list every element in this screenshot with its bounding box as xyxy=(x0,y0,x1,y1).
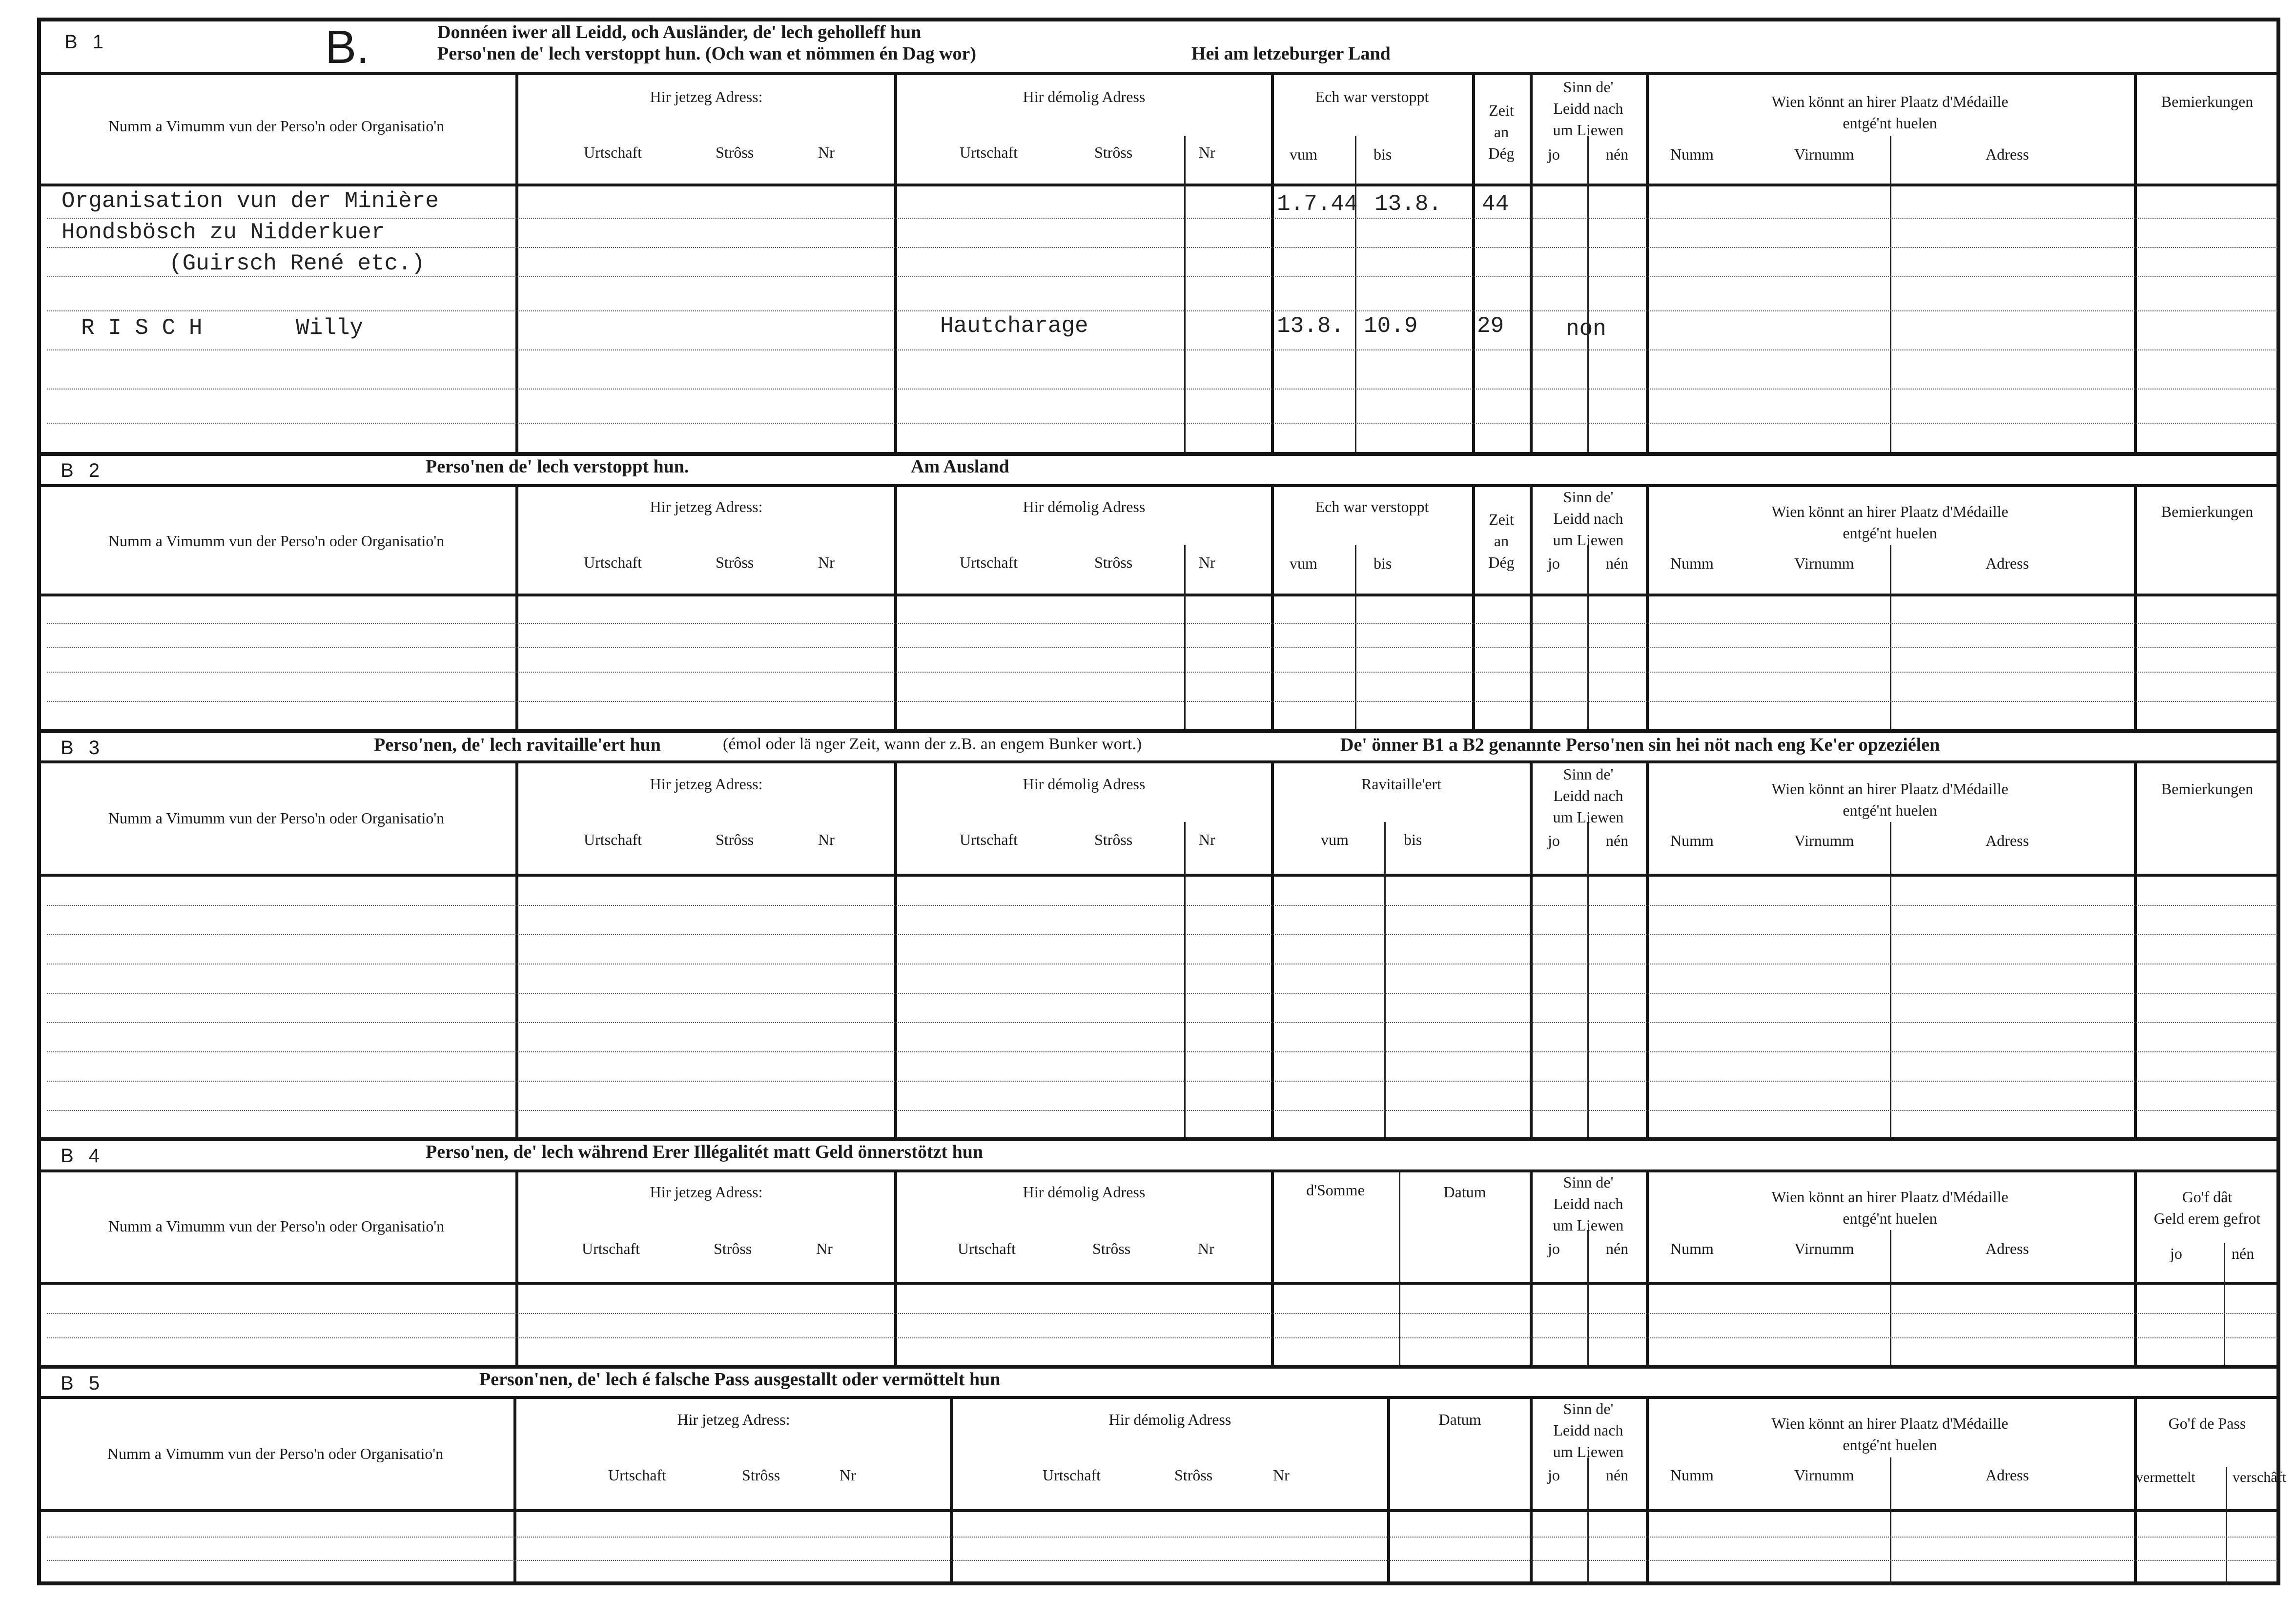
section-title: Perso'nen, de' lech ravitaille'ert hun xyxy=(374,735,661,755)
subheader: Virnumm xyxy=(1794,554,1854,572)
column-header-days: Zeit xyxy=(1489,511,1514,528)
column-header-medal: Wien könnt an hirer Plaatz d'Médaille xyxy=(1771,503,2009,520)
column-header-name: Numm a Vimumm vun der Perso'n oder Organisatio'n xyxy=(108,532,445,550)
column-header-hidden: Ech war verstoppt xyxy=(1315,498,1429,515)
subheader: Numm xyxy=(1670,1466,1714,1484)
subheader: Nr xyxy=(1273,1466,1290,1484)
column-header-days: an xyxy=(1494,123,1509,141)
column-header-medal: entgé'nt huelen xyxy=(1843,114,1937,132)
column-header-remarks: Bemierkungen xyxy=(2161,93,2254,110)
column-header-survived: Sinn de' xyxy=(1563,78,1614,96)
column-header-former-address: Hir démolig Adress xyxy=(1023,1183,1146,1201)
form-letter: B. xyxy=(325,21,369,73)
subheader: Nr xyxy=(816,1240,833,1257)
column-header-current-address: Hir jetzeg Adress: xyxy=(650,498,763,515)
column-header-date: Datum xyxy=(1438,1411,1481,1428)
column-header-survived: Sinn de' xyxy=(1563,1173,1614,1191)
column-header-survived: um Liewen xyxy=(1553,1216,1624,1234)
entry-from: 13.8. xyxy=(1277,313,1345,339)
column-header-former-address: Hir démolig Adress xyxy=(1023,775,1146,793)
column-header-survived: um Liewen xyxy=(1553,1443,1624,1460)
entry-name: (Guirsch René etc.) xyxy=(169,251,425,276)
subheader: vum xyxy=(1321,831,1349,848)
subheader: jo xyxy=(1548,554,1560,572)
column-header-pass: Go'f de Pass xyxy=(2168,1415,2246,1432)
entry-firstname: Willy xyxy=(296,315,364,341)
subheader: Nr xyxy=(1198,1240,1214,1257)
subheader: Strôss xyxy=(742,1466,780,1484)
section-title: Perso'nen de' lech verstoppt hun. (Och wan et nömmen én Dag wor) xyxy=(437,43,977,64)
subheader: Strôss xyxy=(716,144,754,161)
column-header-survived: Sinn de' xyxy=(1563,765,1614,783)
subheader: Virnumm xyxy=(1794,1240,1854,1257)
column-header-former-address: Hir démolig Adress xyxy=(1108,1411,1231,1428)
subheader: Strôss xyxy=(716,554,754,571)
column-header-survived: Leidd nach xyxy=(1553,787,1623,804)
column-header-medal: entgé'nt huelen xyxy=(1843,801,1937,819)
section-b2 xyxy=(37,452,2280,729)
section-subtitle: Am Ausland xyxy=(911,456,1009,477)
column-header-survived: Sinn de' xyxy=(1563,488,1614,506)
subheader: nén xyxy=(1606,145,1629,163)
subheader: Urtschaft xyxy=(958,1240,1016,1257)
column-header-name: Numm a Vimumm vun der Perso'n oder Organisatio'n xyxy=(108,809,445,827)
entry-to: 10.9 xyxy=(1364,313,1418,339)
subheader: nén xyxy=(1606,554,1629,572)
subheader: Nr xyxy=(1199,144,1215,161)
section-b5 xyxy=(37,1365,2286,1585)
column-header-name: Numm a Vimumm vun der Perso'n oder Organisatio'n xyxy=(108,1217,445,1235)
column-header-date: Datum xyxy=(1443,1183,1486,1201)
section-id: B 3 xyxy=(61,737,105,759)
section-subtitle: De' önner B1 a B2 genannte Perso'nen sin hei nöt nach eng Ke'er opzeziélen xyxy=(1340,735,1940,755)
entry-days: 29 xyxy=(1477,313,1504,339)
subheader: Strôss xyxy=(716,831,754,848)
subheader: Virnumm xyxy=(1794,832,1854,849)
subheader: Adress xyxy=(1986,832,2029,849)
section-id: B 2 xyxy=(61,460,105,481)
column-header-survived: Leidd nach xyxy=(1553,100,1623,117)
subheader: Urtschaft xyxy=(584,144,642,161)
subheader: Urtschaft xyxy=(584,831,642,848)
section-b3 xyxy=(37,729,2280,1137)
subheader: Numm xyxy=(1670,145,1714,163)
section-id: B 4 xyxy=(61,1145,105,1167)
column-header-survived: Leidd nach xyxy=(1553,1195,1623,1212)
section-b1 xyxy=(37,18,2280,452)
subheader: Strôss xyxy=(1094,554,1133,571)
section-title: Person'nen, de' lech é falsche Pass ausgestallt oder vermöttelt hun xyxy=(479,1369,1001,1390)
column-header-survived: Leidd nach xyxy=(1553,1421,1623,1439)
subheader: Urtschaft xyxy=(582,1240,640,1257)
column-header-former-address: Hir démolig Adress xyxy=(1023,88,1146,105)
column-header-medal: Wien könnt an hirer Plaatz d'Médaille xyxy=(1771,1188,2009,1206)
column-header-medal: Wien könnt an hirer Plaatz d'Médaille xyxy=(1771,780,2009,798)
column-header-money: Geld erem gefrot xyxy=(2153,1210,2261,1227)
entry-from: 1.7.44 xyxy=(1277,191,1358,217)
column-header-hidden: Ech war verstoppt xyxy=(1315,88,1429,105)
subheader: Adress xyxy=(1986,1240,2029,1257)
subheader: Strôss xyxy=(1092,1240,1131,1257)
entry-former-place: Hautcharage xyxy=(940,313,1088,339)
subheader: nén xyxy=(1606,1466,1629,1484)
subheader: nén xyxy=(1606,832,1629,849)
subheader: Adress xyxy=(1986,145,2029,163)
subheader: vum xyxy=(1290,554,1317,572)
entry-to: 13.8. xyxy=(1374,191,1442,217)
subheader: Numm xyxy=(1670,1240,1714,1257)
entry-name: Organisation vun der Minière xyxy=(62,188,439,214)
subheader: Urtschaft xyxy=(608,1466,667,1484)
subheader: Virnumm xyxy=(1794,145,1854,163)
column-header-medal: entgé'nt huelen xyxy=(1843,1210,1937,1227)
section-title: Perso'nen de' lech verstoppt hun. xyxy=(426,456,689,477)
section-note: (émol oder lä nger Zeit, wann der z.B. an engem Bunker wort.) xyxy=(723,735,1142,753)
section-subtitle: Hei am letzeburger Land xyxy=(1191,43,1391,64)
subheader: vum xyxy=(1290,145,1317,163)
subheader: verschâft xyxy=(2233,1469,2286,1485)
subheader: Virnumm xyxy=(1794,1466,1854,1484)
subheader: Adress xyxy=(1986,1466,2029,1484)
column-header-name: Numm a Vimumm vun der Perso'n oder Organisatio'n xyxy=(108,117,445,135)
column-header-name: Numm a Vimumm vun der Perso'n oder Organisatio'n xyxy=(107,1445,444,1462)
column-header-current-address: Hir jetzeg Adress: xyxy=(650,775,763,793)
subheader: Strôss xyxy=(1094,831,1133,848)
column-header-current-address: Hir jetzeg Adress: xyxy=(677,1411,790,1428)
subheader: Nr xyxy=(818,831,835,848)
subheader: Urtschaft xyxy=(1043,1466,1101,1484)
section-title: Perso'nen, de' lech während Erer Illégalitét matt Geld önnerstötzt hun xyxy=(426,1142,984,1162)
subheader: Numm xyxy=(1670,832,1714,849)
column-header-days: an xyxy=(1494,532,1509,550)
entry-surname: R I S C H xyxy=(81,315,203,341)
subheader: Urtschaft xyxy=(584,554,642,571)
column-header-former-address: Hir démolig Adress xyxy=(1023,498,1146,515)
subheader: Nr xyxy=(840,1466,856,1484)
subheader: jo xyxy=(1548,145,1560,163)
subheader: Nr xyxy=(818,554,835,571)
subheader: vermettelt xyxy=(2136,1469,2195,1485)
column-header-medal: Wien könnt an hirer Plaatz d'Médaille xyxy=(1771,1415,2009,1432)
column-header-survived: um Liewen xyxy=(1553,121,1624,139)
subheader: Urtschaft xyxy=(960,554,1018,571)
column-header-days: Dég xyxy=(1488,144,1515,162)
column-header-survived: Leidd nach xyxy=(1553,510,1623,527)
entry-name: Hondsbösch zu Nidderkuer xyxy=(62,220,385,245)
entry-survived-no: non xyxy=(1566,316,1606,342)
subheader: Nr xyxy=(1199,831,1215,848)
column-header-medal: entgé'nt huelen xyxy=(1843,1436,1937,1454)
column-header-medal: entgé'nt huelen xyxy=(1843,524,1937,542)
column-header-money: Go'f dât xyxy=(2182,1188,2233,1206)
subheader: jo xyxy=(1548,832,1560,849)
column-header-medal: Wien könnt an hirer Plaatz d'Médaille xyxy=(1771,93,2009,110)
column-header-survived: Sinn de' xyxy=(1563,1400,1614,1417)
section-title: Donnéen iwer all Leidd, och Ausländer, de' lech geholleff hun xyxy=(437,22,922,42)
section-id: B 5 xyxy=(61,1373,105,1394)
subheader: Nr xyxy=(818,144,835,161)
subheader: nén xyxy=(1606,1240,1629,1257)
section-id: B 1 xyxy=(64,31,109,53)
subheader: Strôss xyxy=(714,1240,752,1257)
column-header-current-address: Hir jetzeg Adress: xyxy=(650,1183,763,1201)
column-header-survived: um Liewen xyxy=(1553,531,1624,549)
column-header-sum: d'Somme xyxy=(1306,1181,1365,1199)
column-header-supplied: Ravitaille'ert xyxy=(1361,775,1441,793)
section-b4 xyxy=(37,1137,2280,1365)
subheader: Strôss xyxy=(1174,1466,1213,1484)
subheader: Urtschaft xyxy=(960,144,1018,161)
column-header-remarks: Bemierkungen xyxy=(2161,780,2254,798)
subheader: jo xyxy=(1548,1466,1560,1484)
column-header-days: Zeit xyxy=(1489,102,1514,119)
subheader: Strôss xyxy=(1094,144,1133,161)
column-header-survived: um Liewen xyxy=(1553,808,1624,826)
subheader: bis xyxy=(1374,145,1392,163)
subheader: jo xyxy=(2170,1245,2182,1262)
column-header-days: Dég xyxy=(1488,554,1515,571)
subheader: bis xyxy=(1374,554,1392,572)
column-header-current-address: Hir jetzeg Adress: xyxy=(650,88,763,105)
subheader: Urtschaft xyxy=(960,831,1018,848)
subheader: nén xyxy=(2232,1245,2255,1262)
subheader: Numm xyxy=(1670,554,1714,572)
subheader: jo xyxy=(1548,1240,1560,1257)
subheader: bis xyxy=(1404,831,1422,848)
column-header-remarks: Bemierkungen xyxy=(2161,503,2254,520)
subheader: Adress xyxy=(1986,554,2029,572)
subheader: Nr xyxy=(1199,554,1215,571)
entry-days: 44 xyxy=(1482,191,1509,217)
